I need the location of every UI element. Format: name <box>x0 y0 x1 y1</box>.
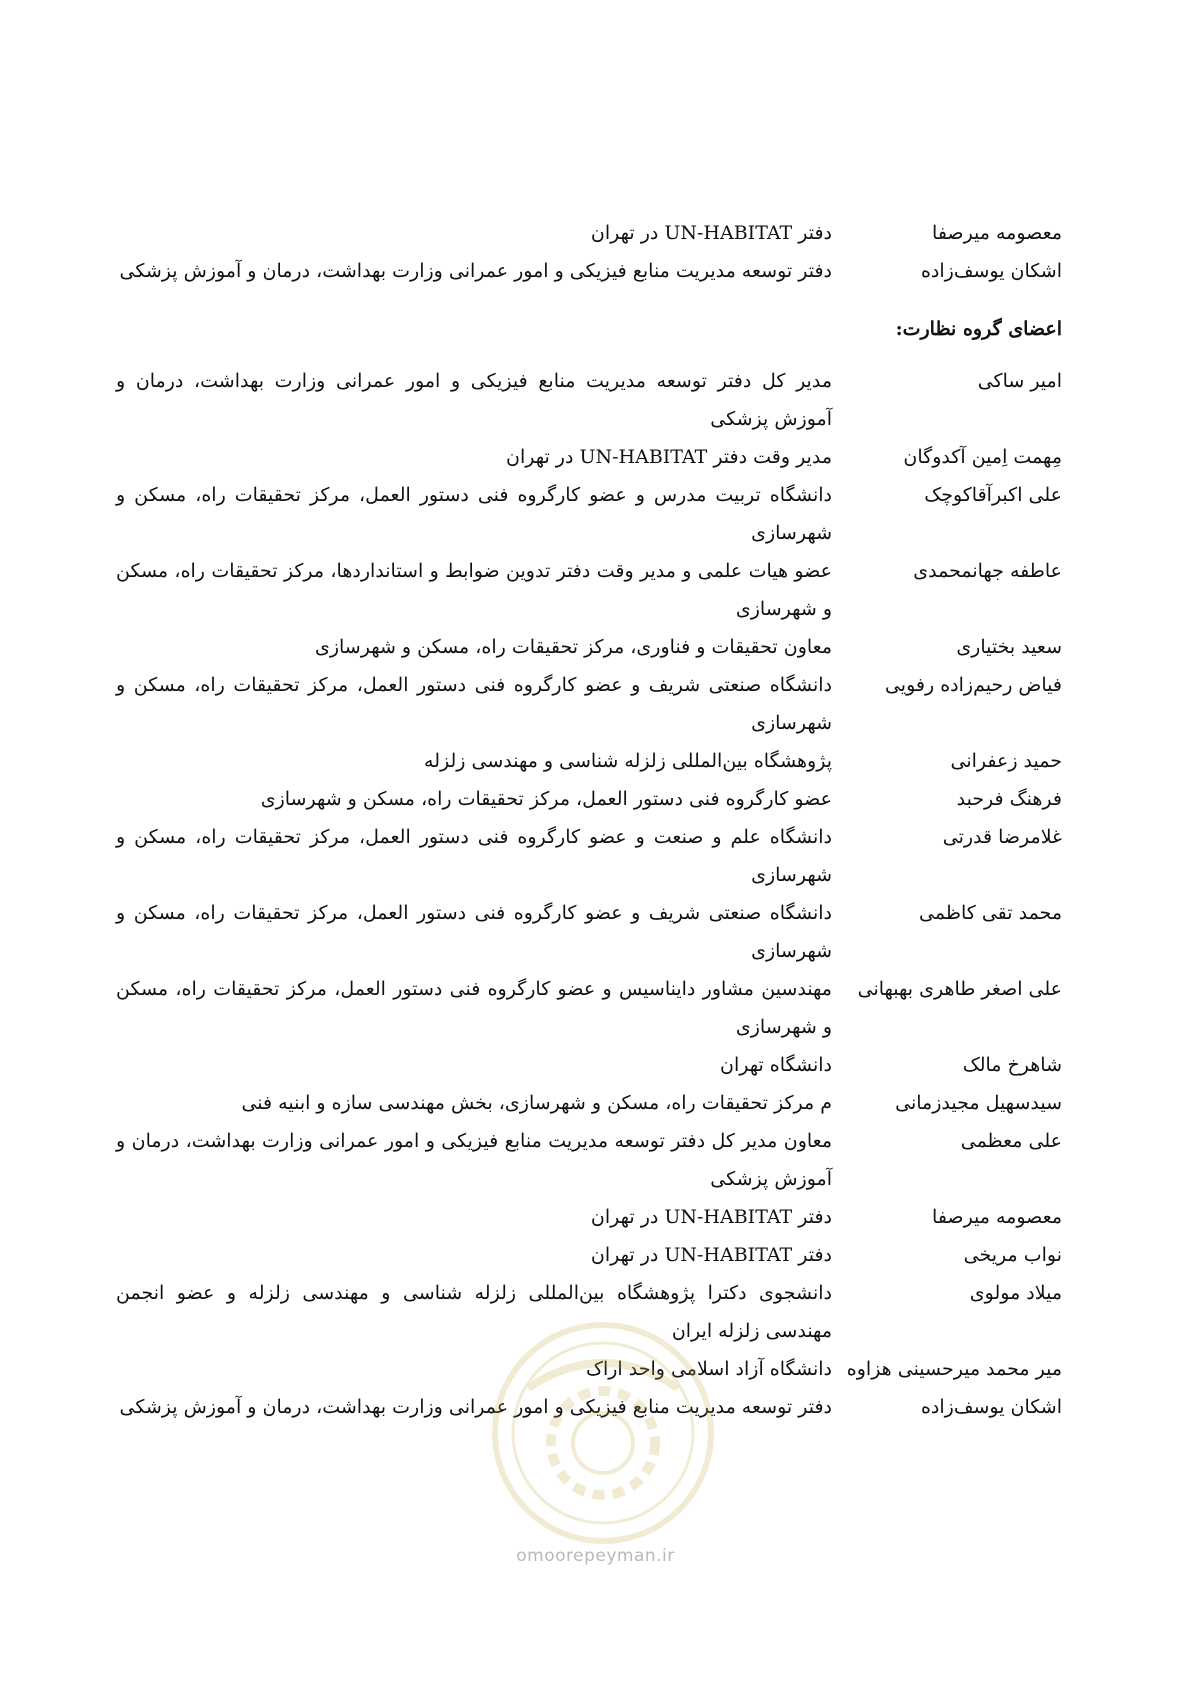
list-item <box>116 742 1062 780</box>
member-org: مدیر کل دفتر توسعه مدیریت منابع فیزیکی و امور عمرانی وزارت بهداشت، درمان و آموزش پزشکی <box>116 370 832 430</box>
member-org: دانشجوی دکترا پژوهشگاه بین‌المللی زلزله شناسی و مهندسی زلزله و عضو انجمن مهندسی زلزله ایران <box>116 1282 832 1342</box>
member-name: اشکان یوسف‌زاده <box>920 260 1062 282</box>
credits-content <box>116 214 1062 1426</box>
member-name: شاهرخ مالک <box>962 1054 1062 1076</box>
list-item <box>116 552 1062 628</box>
member-name: عاطفه جهانمحمدی <box>913 560 1062 582</box>
member-name: نواب مریخی <box>963 1244 1062 1266</box>
member-org: مدیر وقت دفتر UN-HABITAT در تهران <box>505 446 832 468</box>
member-name: امیر ساکی <box>977 370 1062 392</box>
member-org: دانشگاه تهران <box>719 1054 832 1076</box>
member-name: معصومه میرصفا <box>932 1206 1062 1228</box>
member-org: دانشگاه تربیت مدرس و عضو کارگروه فنی دستور العمل، مرکز تحقیقات راه، مسکن و شهرسازی <box>116 484 832 544</box>
list-item <box>116 1084 1062 1122</box>
list-item <box>116 362 1062 438</box>
list-item <box>116 476 1062 552</box>
watermark-text: omoorepeyman.ir <box>516 1546 675 1566</box>
member-org: دانشگاه صنعتی شریف و عضو کارگروه فنی دستور العمل، مرکز تحقیقات راه، مسکن و شهرسازی <box>116 902 832 962</box>
member-org: دفتر UN-HABITAT در تهران <box>590 1244 832 1266</box>
section-title: اعضای گروه نظارت: <box>895 318 1062 340</box>
member-name: اشکان یوسف‌زاده <box>920 1396 1062 1418</box>
member-org: دانشگاه آزاد اسلامی واحد اراک <box>585 1358 832 1380</box>
list-item <box>116 438 1062 476</box>
member-org: مهندسین مشاور دایناسیس و عضو کارگروه فنی دستور العمل، مرکز تحقیقات راه، مسکن و شهرسازی <box>116 978 832 1038</box>
member-org: معاون مدیر کل دفتر توسعه مدیریت منابع فیزیکی و امور عمرانی وزارت بهداشت، درمان و آموزش پزشکی <box>116 1130 832 1190</box>
member-name: حمید زعفرانی <box>950 750 1062 772</box>
members-list <box>116 362 1062 1426</box>
list-item <box>116 252 1062 290</box>
member-org: دفتر توسعه مدیریت منابع فیزیکی و امور عمرانی وزارت بهداشت، درمان و آموزش پزشکی <box>119 1396 832 1418</box>
member-name: سعید بختیاری <box>956 636 1062 658</box>
member-org: پژوهشگاه بین‌المللی زلزله شناسی و مهندسی زلزله <box>424 750 832 772</box>
member-org: دانشگاه صنعتی شریف و عضو کارگروه فنی دستور العمل، مرکز تحقیقات راه، مسکن و شهرسازی <box>116 674 832 734</box>
member-name: فیاض رحیم‌زاده رفویی <box>884 674 1062 696</box>
list-item <box>116 214 1062 252</box>
member-name: علی اکبرآقاکوچک <box>924 484 1062 506</box>
list-item <box>116 1122 1062 1198</box>
top-list <box>116 214 1062 290</box>
member-name: غلامرضا قدرتی <box>942 826 1062 848</box>
member-name: فرهنگ فرحبد <box>956 788 1062 810</box>
member-org: م مرکز تحقیقات راه، مسکن و شهرسازی، بخش مهندسی سازه و ابنیه فنی <box>241 1092 832 1114</box>
member-org: عضو هیات علمی و مدیر وقت دفتر تدوین ضوابط و استانداردها، مرکز تحقیقات راه، مسکن و شهرسازی <box>116 560 832 620</box>
member-org: دانشگاه علم و صنعت و عضو کارگروه فنی دستور العمل، مرکز تحقیقات راه، مسکن و شهرسازی <box>116 826 832 886</box>
list-item <box>116 1198 1062 1236</box>
member-name: مِهمت اِمین آکدوگان <box>903 446 1062 468</box>
list-item <box>116 780 1062 818</box>
list-item <box>116 894 1062 970</box>
watermark-logo-icon <box>488 1318 718 1548</box>
member-org: معاون تحقیقات و فناوری، مرکز تحقیقات راه، مسکن و شهرسازی <box>314 636 832 658</box>
list-item <box>116 1046 1062 1084</box>
member-name: علی اصغر طاهری بهبهانی <box>857 978 1062 1000</box>
list-item <box>116 970 1062 1046</box>
member-name: سیدسهیل مجیدزمانی <box>895 1092 1062 1114</box>
member-org: عضو کارگروه فنی دستور العمل، مرکز تحقیقات راه، مسکن و شهرسازی <box>260 788 832 810</box>
member-name: میر محمد میرحسینی هزاوه <box>846 1358 1062 1380</box>
member-name: علی معظمی <box>960 1130 1062 1152</box>
member-org: دفتر UN-HABITAT در تهران <box>590 222 832 244</box>
list-item <box>116 666 1062 742</box>
list-item <box>116 628 1062 666</box>
list-item <box>116 1236 1062 1274</box>
member-name: محمد تقی کاظمی <box>919 902 1062 924</box>
member-name: میلاد مولوی <box>969 1282 1062 1304</box>
list-item <box>116 818 1062 894</box>
member-org: دفتر توسعه مدیریت منابع فیزیکی و امور عمرانی وزارت بهداشت، درمان و آموزش پزشکی <box>119 260 832 282</box>
member-org: دفتر UN-HABITAT در تهران <box>590 1206 832 1228</box>
member-name: معصومه میرصفا <box>932 222 1062 244</box>
